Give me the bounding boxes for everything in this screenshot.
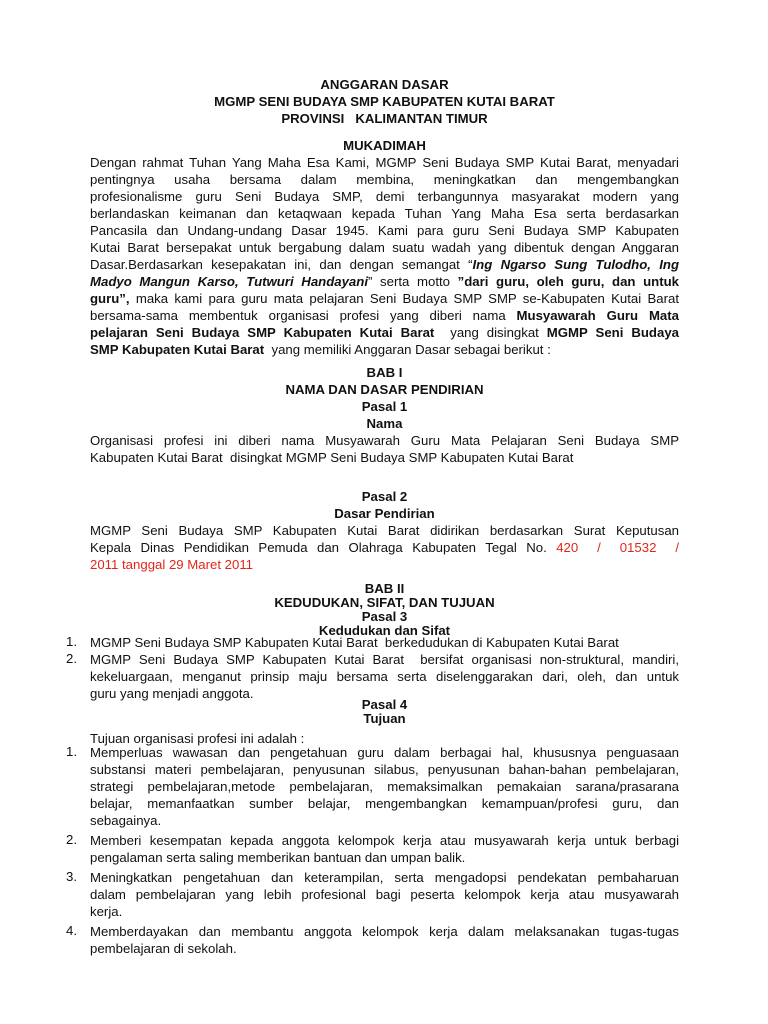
pasal-4-header xyxy=(90,698,679,747)
motto-italic: Ing Ngarso Sung Tulodho, Ing xyxy=(472,257,679,272)
org-name-bold: Musyawarah Guru Mata xyxy=(516,308,679,323)
list-text: MGMP Seni Budaya SMP Kabupaten Kutai Barat bersifat organisasi non-struktural, mandiri, xyxy=(90,652,679,667)
list-item xyxy=(66,832,679,866)
bab-1-section xyxy=(90,364,679,466)
org-abbr-bold: SMP Kabupaten Kutai Barat xyxy=(90,342,265,357)
list-number: 2. xyxy=(66,832,77,847)
paragraph-line: pentingnya usaha bersama dalam membina, meningkatkan dan mengembangkan xyxy=(90,172,679,187)
paragraph-line: berlandaskan keimanan dan ketaqwaan kepada Tuhan Yang Maha Esa serta berdasarkan xyxy=(90,206,679,221)
paragraph-line: MGMP Seni Budaya SMP Kabupaten Kutai Barat didirikan berdasarkan Surat Keputusan xyxy=(90,523,679,538)
text-run: Dasar.Berdasarkan kesepakatan ini, dan dengan semangat “ xyxy=(90,257,473,272)
list-number: 3. xyxy=(66,869,77,884)
decree-date: 2011 tanggal 29 Maret 2011 xyxy=(90,557,254,572)
bab-label: BAB I xyxy=(366,365,403,380)
list-text: sebagainya. xyxy=(90,813,162,828)
pasal-label: Pasal 3 xyxy=(361,609,408,624)
bab-title: NAMA DAN DASAR PENDIRIAN xyxy=(285,382,484,397)
list-item xyxy=(66,634,679,651)
paragraph-line xyxy=(90,290,679,307)
list-item xyxy=(66,923,679,957)
list-text: guru yang menjadi anggota. xyxy=(90,686,254,701)
list-number: 4. xyxy=(66,923,77,938)
text-run: ” serta motto xyxy=(368,274,458,289)
mukadimah-heading: MUKADIMAH xyxy=(343,138,426,153)
paragraph-line xyxy=(90,307,679,324)
paragraph-line xyxy=(90,324,679,341)
list-text: Memperluas wawasan dan pengetahuan guru dalam berbagai hal, khususnya penguasaan xyxy=(90,745,679,760)
paragraph-line: Kutai Barat bersepakat untuk bergabung dalam suatu wadah yang dibentuk dengan Anggaran xyxy=(90,240,679,255)
paragraph-line: Organisasi profesi ini diberi nama Musyawarah Guru Mata Pelajaran Seni Budaya SMP xyxy=(90,433,679,448)
paragraph-line: Tujuan organisasi profesi ini adalah : xyxy=(90,731,305,746)
list-text: belajar, memanfaatkan sumber belajar, mengembangkan kemampuan/profesi guru, dan xyxy=(90,796,679,811)
pasal-4-list xyxy=(66,744,679,957)
pasal-title: Nama xyxy=(366,416,403,431)
mukadimah-section xyxy=(90,137,679,358)
list-text: MGMP Seni Budaya SMP Kabupaten Kutai Barat berkedudukan di Kabupaten Kutai Barat xyxy=(90,635,619,650)
paragraph-line: Kabupaten Kutai Barat disingkat MGMP Seni Budaya SMP Kabupaten Kutai Barat xyxy=(90,450,574,465)
bab-title: KEDUDUKAN, SIFAT, DAN TUJUAN xyxy=(274,595,495,610)
pasal-2-section xyxy=(90,488,679,573)
text-run: Kepala Dinas Pendidikan Pemuda dan Olahraga Kabupaten Tegal No. xyxy=(90,540,547,555)
list-text: Memberi kesempatan kepada anggota kelompok kerja atau musyawarah kerja untuk berbagi xyxy=(90,833,679,848)
list-text: Memberdayakan dan membantu anggota kelompok kerja dalam melaksanakan tugas-tugas xyxy=(90,924,679,939)
pasal-3-list xyxy=(66,634,679,702)
title-line-1: ANGGARAN DASAR xyxy=(320,77,449,92)
document-title xyxy=(90,76,679,127)
list-text: Meningkatkan pengetahuan dan keterampilan, serta mengadopsi pendekatan pembaharuan xyxy=(90,870,679,885)
paragraph-line xyxy=(90,256,679,273)
pasal-title: Dasar Pendirian xyxy=(334,506,435,521)
motto-bold: ”dari guru, oleh guru, dan untuk xyxy=(457,274,679,289)
motto-bold: guru”, xyxy=(90,291,130,306)
text-run: maka kami para guru mata pelajaran Seni Budaya SMP SMP se-Kabupaten Kutai Barat xyxy=(129,291,679,306)
list-number: 2. xyxy=(66,651,77,666)
title-line-2: MGMP SENI BUDAYA SMP KABUPATEN KUTAI BARAT xyxy=(214,94,555,109)
paragraph-line xyxy=(90,273,679,290)
pasal-label: Pasal 1 xyxy=(361,399,408,414)
pasal-title: Tujuan xyxy=(363,711,406,726)
pasal-label: Pasal 2 xyxy=(361,489,408,504)
bab-label: BAB II xyxy=(364,581,405,596)
paragraph-line: Pancasila dan Undang-undang Dasar 1945. Kami para guru Seni Budaya SMP Kabupaten xyxy=(90,223,679,238)
pasal-title: Kedudukan dan Sifat xyxy=(318,623,451,638)
paragraph-line: profesionalisme guru Seni Budaya SMP, demi terbangunnya masyarakat modern yang xyxy=(90,189,679,204)
list-text: pengalaman serta saling memberikan bantuan dan umpan balik. xyxy=(90,850,466,865)
pasal-label: Pasal 4 xyxy=(361,697,408,712)
org-abbr-bold: MGMP Seni Budaya xyxy=(546,325,679,340)
title-line-3: PROVINSI KALIMANTAN TIMUR xyxy=(281,111,488,126)
text-run: bersama-sama membentuk organisasi profesi yang diberi nama xyxy=(90,308,517,323)
list-number: 1. xyxy=(66,634,77,649)
text-run: yang memiliki Anggaran Dasar sebagai berikut : xyxy=(264,342,551,357)
paragraph-line xyxy=(90,539,679,556)
org-name-bold: pelajaran Seni Budaya SMP Kabupaten Kutai Barat xyxy=(90,325,435,340)
list-text: pembelajaran di sekolah. xyxy=(90,941,237,956)
list-text: dalam pembelajaran yang lebih profesional bagi peserta kelompok kerja atau musyawarah xyxy=(90,887,679,902)
list-item xyxy=(66,651,679,702)
list-number: 1. xyxy=(66,744,77,759)
list-text: kekeluargaan, menganut prinsip maju bersama serta diselenggarakan dari, oleh, dan untuk xyxy=(90,669,679,684)
decree-number: 420 / 01532 / xyxy=(546,540,679,555)
list-text: kerja. xyxy=(90,904,123,919)
list-item xyxy=(66,744,679,829)
bab-2-section xyxy=(90,582,679,638)
list-text: substansi materi pembelajaran, penyusunan silabus, penyusunan bahan-bahan pembelajaran, xyxy=(90,762,679,777)
text-run: yang disingkat xyxy=(434,325,547,340)
list-text: strategi pembelajaran,metode pembelajaran, memaksimalkan pemakaian sarana/prasarana xyxy=(90,779,679,794)
motto-italic: Madyo Mangun Karso, Tutwuri Handayani xyxy=(90,274,368,289)
list-item xyxy=(66,869,679,920)
paragraph-line: Dengan rahmat Tuhan Yang Maha Esa Kami, MGMP Seni Budaya SMP Kutai Barat, menyadari xyxy=(90,155,679,170)
paragraph-line xyxy=(90,341,679,358)
